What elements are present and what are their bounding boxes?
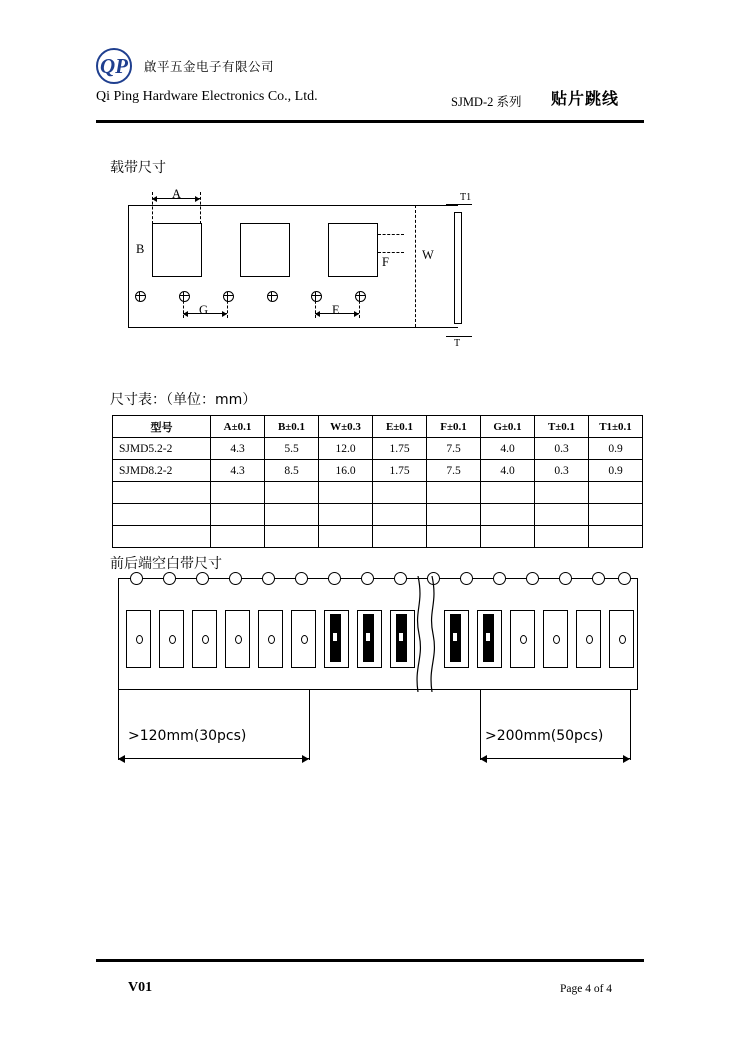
company-name-cn: 啟平五金电子有限公司 bbox=[144, 59, 275, 74]
sprocket-hole bbox=[355, 291, 366, 302]
dim-extension-line bbox=[378, 234, 404, 235]
table-cell bbox=[427, 482, 481, 504]
pocket-slot bbox=[202, 635, 209, 644]
table-col-header: F±0.1 bbox=[427, 416, 481, 438]
table-col-header: B±0.1 bbox=[265, 416, 319, 438]
empty-pocket bbox=[192, 610, 217, 668]
table-col-header: T±0.1 bbox=[535, 416, 589, 438]
table-cell bbox=[481, 504, 535, 526]
leader-dimension-line bbox=[118, 758, 309, 759]
trailer-length-label: >200mm(50pcs) bbox=[485, 728, 604, 744]
table-cell bbox=[113, 482, 211, 504]
table-cell: 0.9 bbox=[589, 460, 643, 482]
table-col-header: W±0.3 bbox=[319, 416, 373, 438]
header-divider bbox=[96, 120, 644, 123]
company-name-en: Qi Ping Hardware Electronics Co., Ltd. bbox=[96, 89, 318, 104]
leader-length-label: >120mm(30pcs) bbox=[128, 728, 247, 744]
table-row bbox=[113, 482, 643, 504]
tape-pocket bbox=[152, 223, 202, 277]
table-col-header: G±0.1 bbox=[481, 416, 535, 438]
table-cell: 12.0 bbox=[319, 438, 373, 460]
loaded-pocket bbox=[444, 610, 469, 668]
sprocket-hole bbox=[460, 572, 473, 585]
table-cell bbox=[589, 526, 643, 548]
trailer-dimension-line bbox=[480, 758, 630, 759]
sprocket-hole bbox=[130, 572, 143, 585]
loaded-pocket bbox=[324, 610, 349, 668]
table-cell bbox=[265, 504, 319, 526]
label-b: B bbox=[136, 242, 145, 256]
dim-extension-line bbox=[630, 690, 631, 760]
document-version: V01 bbox=[128, 980, 153, 995]
label-w: W bbox=[422, 248, 434, 262]
table-cell bbox=[373, 482, 427, 504]
pocket-slot bbox=[619, 635, 626, 644]
sprocket-hole bbox=[559, 572, 572, 585]
table-row bbox=[113, 526, 643, 548]
table-cell bbox=[427, 526, 481, 548]
component-body bbox=[483, 614, 494, 662]
pocket-slot bbox=[301, 635, 308, 644]
pocket-slot bbox=[136, 635, 143, 644]
table-cell bbox=[481, 482, 535, 504]
table-cell: 4.3 bbox=[211, 460, 265, 482]
sprocket-hole bbox=[493, 572, 506, 585]
tape-break-symbol bbox=[414, 576, 428, 692]
side-bottom-line bbox=[446, 336, 472, 337]
table-cell: 0.3 bbox=[535, 460, 589, 482]
table-col-header: 型号 bbox=[113, 416, 211, 438]
tape-pocket bbox=[328, 223, 378, 277]
table-cell: 1.75 bbox=[373, 460, 427, 482]
table-cell: SJMD8.2-2 bbox=[113, 460, 211, 482]
section-title-dimension-table: 尺寸表：（单位：mm） bbox=[110, 392, 257, 408]
footer-divider bbox=[96, 959, 644, 962]
sprocket-hole bbox=[223, 291, 234, 302]
table-col-header: T1±0.1 bbox=[589, 416, 643, 438]
pocket-slot bbox=[169, 635, 176, 644]
pocket-slot bbox=[235, 635, 242, 644]
sprocket-hole bbox=[262, 572, 275, 585]
dim-extension-line bbox=[480, 690, 481, 760]
label-f: F bbox=[382, 255, 389, 269]
table-cell bbox=[589, 482, 643, 504]
logo-glyph-text: QP bbox=[100, 54, 128, 78]
empty-pocket bbox=[126, 610, 151, 668]
page-header bbox=[96, 48, 644, 120]
tape-pocket bbox=[240, 223, 290, 277]
section-title-leader-trailer: 前后端空白带尺寸 bbox=[110, 556, 222, 572]
label-t1: T1 bbox=[460, 192, 472, 203]
table-cell: 1.75 bbox=[373, 438, 427, 460]
label-g: G bbox=[199, 303, 209, 317]
table-col-header: E±0.1 bbox=[373, 416, 427, 438]
empty-pocket bbox=[543, 610, 568, 668]
empty-pocket bbox=[609, 610, 634, 668]
sprocket-hole bbox=[361, 572, 374, 585]
pocket-slot bbox=[268, 635, 275, 644]
tape-top-edge bbox=[128, 205, 458, 206]
sprocket-hole bbox=[267, 291, 278, 302]
dim-extension-line bbox=[118, 690, 119, 760]
table-cell: 7.5 bbox=[427, 438, 481, 460]
sprocket-hole bbox=[618, 572, 631, 585]
table-cell bbox=[211, 526, 265, 548]
sprocket-hole bbox=[196, 572, 209, 585]
table-cell bbox=[535, 504, 589, 526]
tape-break-symbol bbox=[428, 576, 442, 692]
page-number: Page 4 of 4 bbox=[560, 983, 613, 995]
dimension-table bbox=[112, 415, 643, 548]
empty-pocket bbox=[576, 610, 601, 668]
empty-pocket bbox=[159, 610, 184, 668]
component-body bbox=[396, 614, 407, 662]
empty-pocket bbox=[258, 610, 283, 668]
sprocket-hole bbox=[163, 572, 176, 585]
company-logo bbox=[96, 48, 136, 88]
table-cell: 7.5 bbox=[427, 460, 481, 482]
section-title-carrier-tape: 载带尺寸 bbox=[110, 160, 166, 176]
empty-pocket bbox=[291, 610, 316, 668]
loaded-pocket bbox=[477, 610, 502, 668]
dim-extension-line bbox=[227, 296, 228, 318]
table-cell: 4.0 bbox=[481, 460, 535, 482]
carrier-tape-side-view bbox=[440, 190, 500, 360]
pocket-slot bbox=[520, 635, 527, 644]
pocket-slot bbox=[553, 635, 560, 644]
table-cell: 4.3 bbox=[211, 438, 265, 460]
sprocket-hole bbox=[179, 291, 190, 302]
empty-pocket bbox=[225, 610, 250, 668]
table-cell: 0.9 bbox=[589, 438, 643, 460]
dim-extension-line bbox=[415, 205, 416, 327]
table-cell: 8.5 bbox=[265, 460, 319, 482]
table-col-header: A±0.1 bbox=[211, 416, 265, 438]
table-cell bbox=[319, 482, 373, 504]
table-cell: SJMD5.2-2 bbox=[113, 438, 211, 460]
table-cell: 0.3 bbox=[535, 438, 589, 460]
table-row bbox=[113, 460, 643, 482]
sprocket-hole bbox=[229, 572, 242, 585]
tape-thickness-bar bbox=[454, 212, 462, 324]
tape-bottom-edge bbox=[128, 327, 458, 328]
label-e: E bbox=[332, 303, 340, 317]
sprocket-hole bbox=[592, 572, 605, 585]
sprocket-hole bbox=[394, 572, 407, 585]
dim-extension-line bbox=[378, 252, 404, 253]
page-title: 贴片跳线 bbox=[551, 89, 620, 108]
side-top-line bbox=[446, 204, 472, 205]
table-cell: 16.0 bbox=[319, 460, 373, 482]
loaded-pocket bbox=[357, 610, 382, 668]
table-cell bbox=[373, 526, 427, 548]
table-header-row bbox=[113, 416, 643, 438]
table-cell bbox=[373, 504, 427, 526]
product-series-label: SJMD-2 系列 bbox=[451, 95, 522, 109]
sprocket-hole bbox=[295, 572, 308, 585]
empty-pocket bbox=[510, 610, 535, 668]
table-cell bbox=[113, 526, 211, 548]
table-cell bbox=[211, 482, 265, 504]
label-a: A bbox=[172, 187, 182, 201]
table-row bbox=[113, 504, 643, 526]
table-cell bbox=[211, 504, 265, 526]
table-cell bbox=[589, 504, 643, 526]
loaded-pocket bbox=[390, 610, 415, 668]
sprocket-hole bbox=[135, 291, 146, 302]
table-cell: 4.0 bbox=[481, 438, 535, 460]
table-cell bbox=[535, 482, 589, 504]
label-t: T bbox=[454, 338, 461, 349]
table-cell bbox=[319, 526, 373, 548]
tape-left-edge bbox=[128, 205, 129, 327]
table-cell: 5.5 bbox=[265, 438, 319, 460]
component-body bbox=[450, 614, 461, 662]
sprocket-hole bbox=[526, 572, 539, 585]
pocket-slot bbox=[586, 635, 593, 644]
dim-extension-line bbox=[359, 296, 360, 318]
sprocket-hole bbox=[328, 572, 341, 585]
dim-extension-line bbox=[200, 192, 201, 224]
table-cell bbox=[535, 526, 589, 548]
table-cell bbox=[319, 504, 373, 526]
table-cell bbox=[265, 526, 319, 548]
table-cell bbox=[481, 526, 535, 548]
leader-trailer-diagram bbox=[110, 578, 638, 778]
table-cell bbox=[113, 504, 211, 526]
dim-extension-line bbox=[309, 690, 310, 760]
table-cell bbox=[265, 482, 319, 504]
component-body bbox=[363, 614, 374, 662]
sprocket-hole bbox=[311, 291, 322, 302]
table-row bbox=[113, 438, 643, 460]
component-body bbox=[330, 614, 341, 662]
table-cell bbox=[427, 504, 481, 526]
